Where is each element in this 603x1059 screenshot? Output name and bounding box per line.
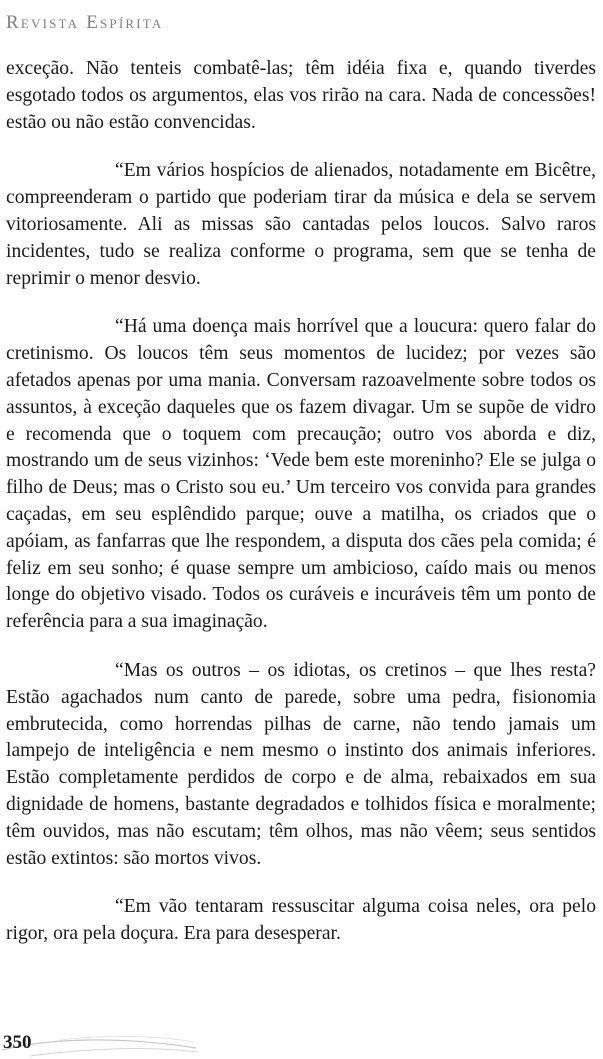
paragraph-idiotas: “Mas os outros – os idiotas, os cretinos – que lhes resta? Estão agachados num canto de parede, sobre uma pedra, fisionomia embrutecida, como horrendas pilhas de carne, não tendo jamais um lampejo de inteligência e nem mesmo o instinto dos animais inferiores. Estão completamente perdidos de corpo e de alma, rebaixados em sua dignidade de homens, bastante degradados e tolhidos física e moralmente; têm ouvidos, mas não escutam; têm olhos, mas não vêem; seus sentidos estão extintos: são mortos vivos.	[6, 659, 596, 869]
page-number: 350	[3, 1032, 32, 1053]
running-header: Revista Espírita	[6, 12, 164, 33]
paragraph-cretinismo: “Há uma doença mais horrível que a loucura: quero falar do cretinismo. Os loucos têm seus momentos de lucidez; por vezes são afetados apenas por uma mania. Conversam razoavelmente sobre todos os assuntos, à exceção daqueles que os fazem divagar. Um se supõe de vidro e recomenda que o toquem com precaução; outro vos aborda e diz, mostrando um de seus vizinhos: ‘Vede bem este moreninho? Ele se julga o filho de Deus; mas o Cristo sou eu.’ Um terceiro vos convida para grandes caçadas, em seu esplêndido parque; ouve a matilha, os criados que o apóiam, as fanfarras que lhe respondem, a disputa dos cães pela comida; é feliz em seu sonho; é quase sempre um ambicioso, caído mais ou menos longe do objetivo visado. Todos os curáveis e incuráveis têm um ponto de referência para a sua imaginação.	[6, 316, 596, 633]
paragraph-continuation: exceção. Não tenteis combatê-las; têm idéia fixa e, quando tiverdes esgotado todos os argumentos, elas vos rirão na cara. Nada de concessões! estão ou não estão convencidas.	[6, 58, 596, 133]
paragraph-ressuscitar: “Em vão tentaram ressuscitar alguma coisa neles, ora pelo rigor, ora pela doçura. Era para desesperar.	[6, 896, 596, 945]
paragraph-bicetre: “Em vários hospícios de alienados, notadamente em Bicêtre, compreenderam o partido que poderiam tirar da música e dela se servem vitoriosamente. Ali as missas são cantadas pelos loucos. Salvo raros incidentes, tudo se realiza conforme o programa, sem que se tenha de reprimir o menor desvio.	[6, 160, 596, 289]
page-body	[6, 56, 596, 970]
